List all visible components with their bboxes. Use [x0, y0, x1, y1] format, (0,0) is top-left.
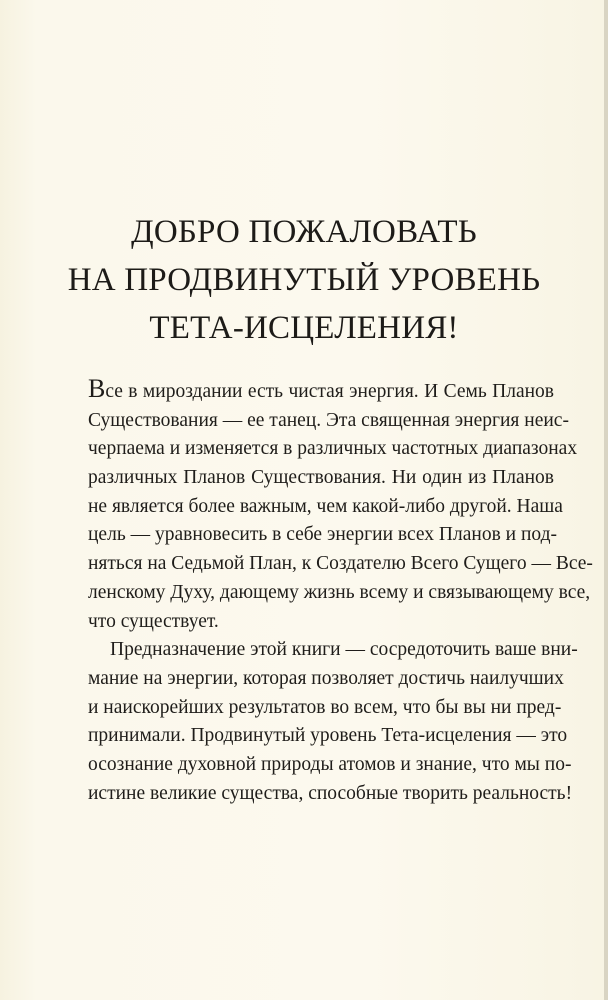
heading-line-2: НА ПРОДВИНУТЫЙ УРОВЕНЬ	[67, 262, 541, 298]
heading-line-1: ДОБРО ПОЖАЛОВАТЬ	[131, 214, 477, 250]
text-line: истине великие существа, способные творить реальность!	[88, 782, 573, 804]
text-line: ленскому Духу, дающему жизнь всему и связывающему все,	[88, 581, 591, 603]
text-line: цель — уравновесить в себе энергии всех Планов и под-	[88, 524, 557, 546]
page-edge	[604, 0, 608, 1000]
heading-line-3: ТЕТА-ИСЦЕЛЕНИЯ!	[149, 310, 459, 346]
paragraph-2	[88, 636, 578, 808]
paragraph-1	[88, 374, 593, 636]
text-line: Предназначение этой книги — сосредоточить ваше вни-	[110, 639, 578, 661]
text-line: принимали. Продвинутый уровень Тета-исцеления — это	[88, 725, 568, 747]
text-line: няться на Седьмой План, к Создателю Всего Сущего — Все-	[88, 553, 593, 575]
drop-cap: В	[88, 374, 106, 403]
text-line: черпаема и изменяется в различных частотных диапазонах	[88, 438, 578, 460]
text-line: что существует.	[88, 610, 219, 632]
chapter-heading	[60, 208, 548, 352]
text-line: мание на энергии, которая позволяет достичь наилучших	[88, 667, 564, 689]
body-text	[88, 374, 593, 808]
text-line: не является более важным, чем какой-либо другой. Наша	[88, 495, 563, 517]
text-line: и наискорейших результатов во всем, что бы вы ни пред-	[88, 696, 562, 718]
text-line: Существования — ее танец. Эта священная энергия неис-	[88, 409, 569, 431]
text-line: Все в мироздании есть чистая энергия. И Семь Планов	[88, 374, 554, 403]
text-line: осознание духовной природы атомов и знание, что мы по-	[88, 753, 572, 775]
text-line: различных Планов Существования. Ни один из Планов	[88, 467, 554, 489]
